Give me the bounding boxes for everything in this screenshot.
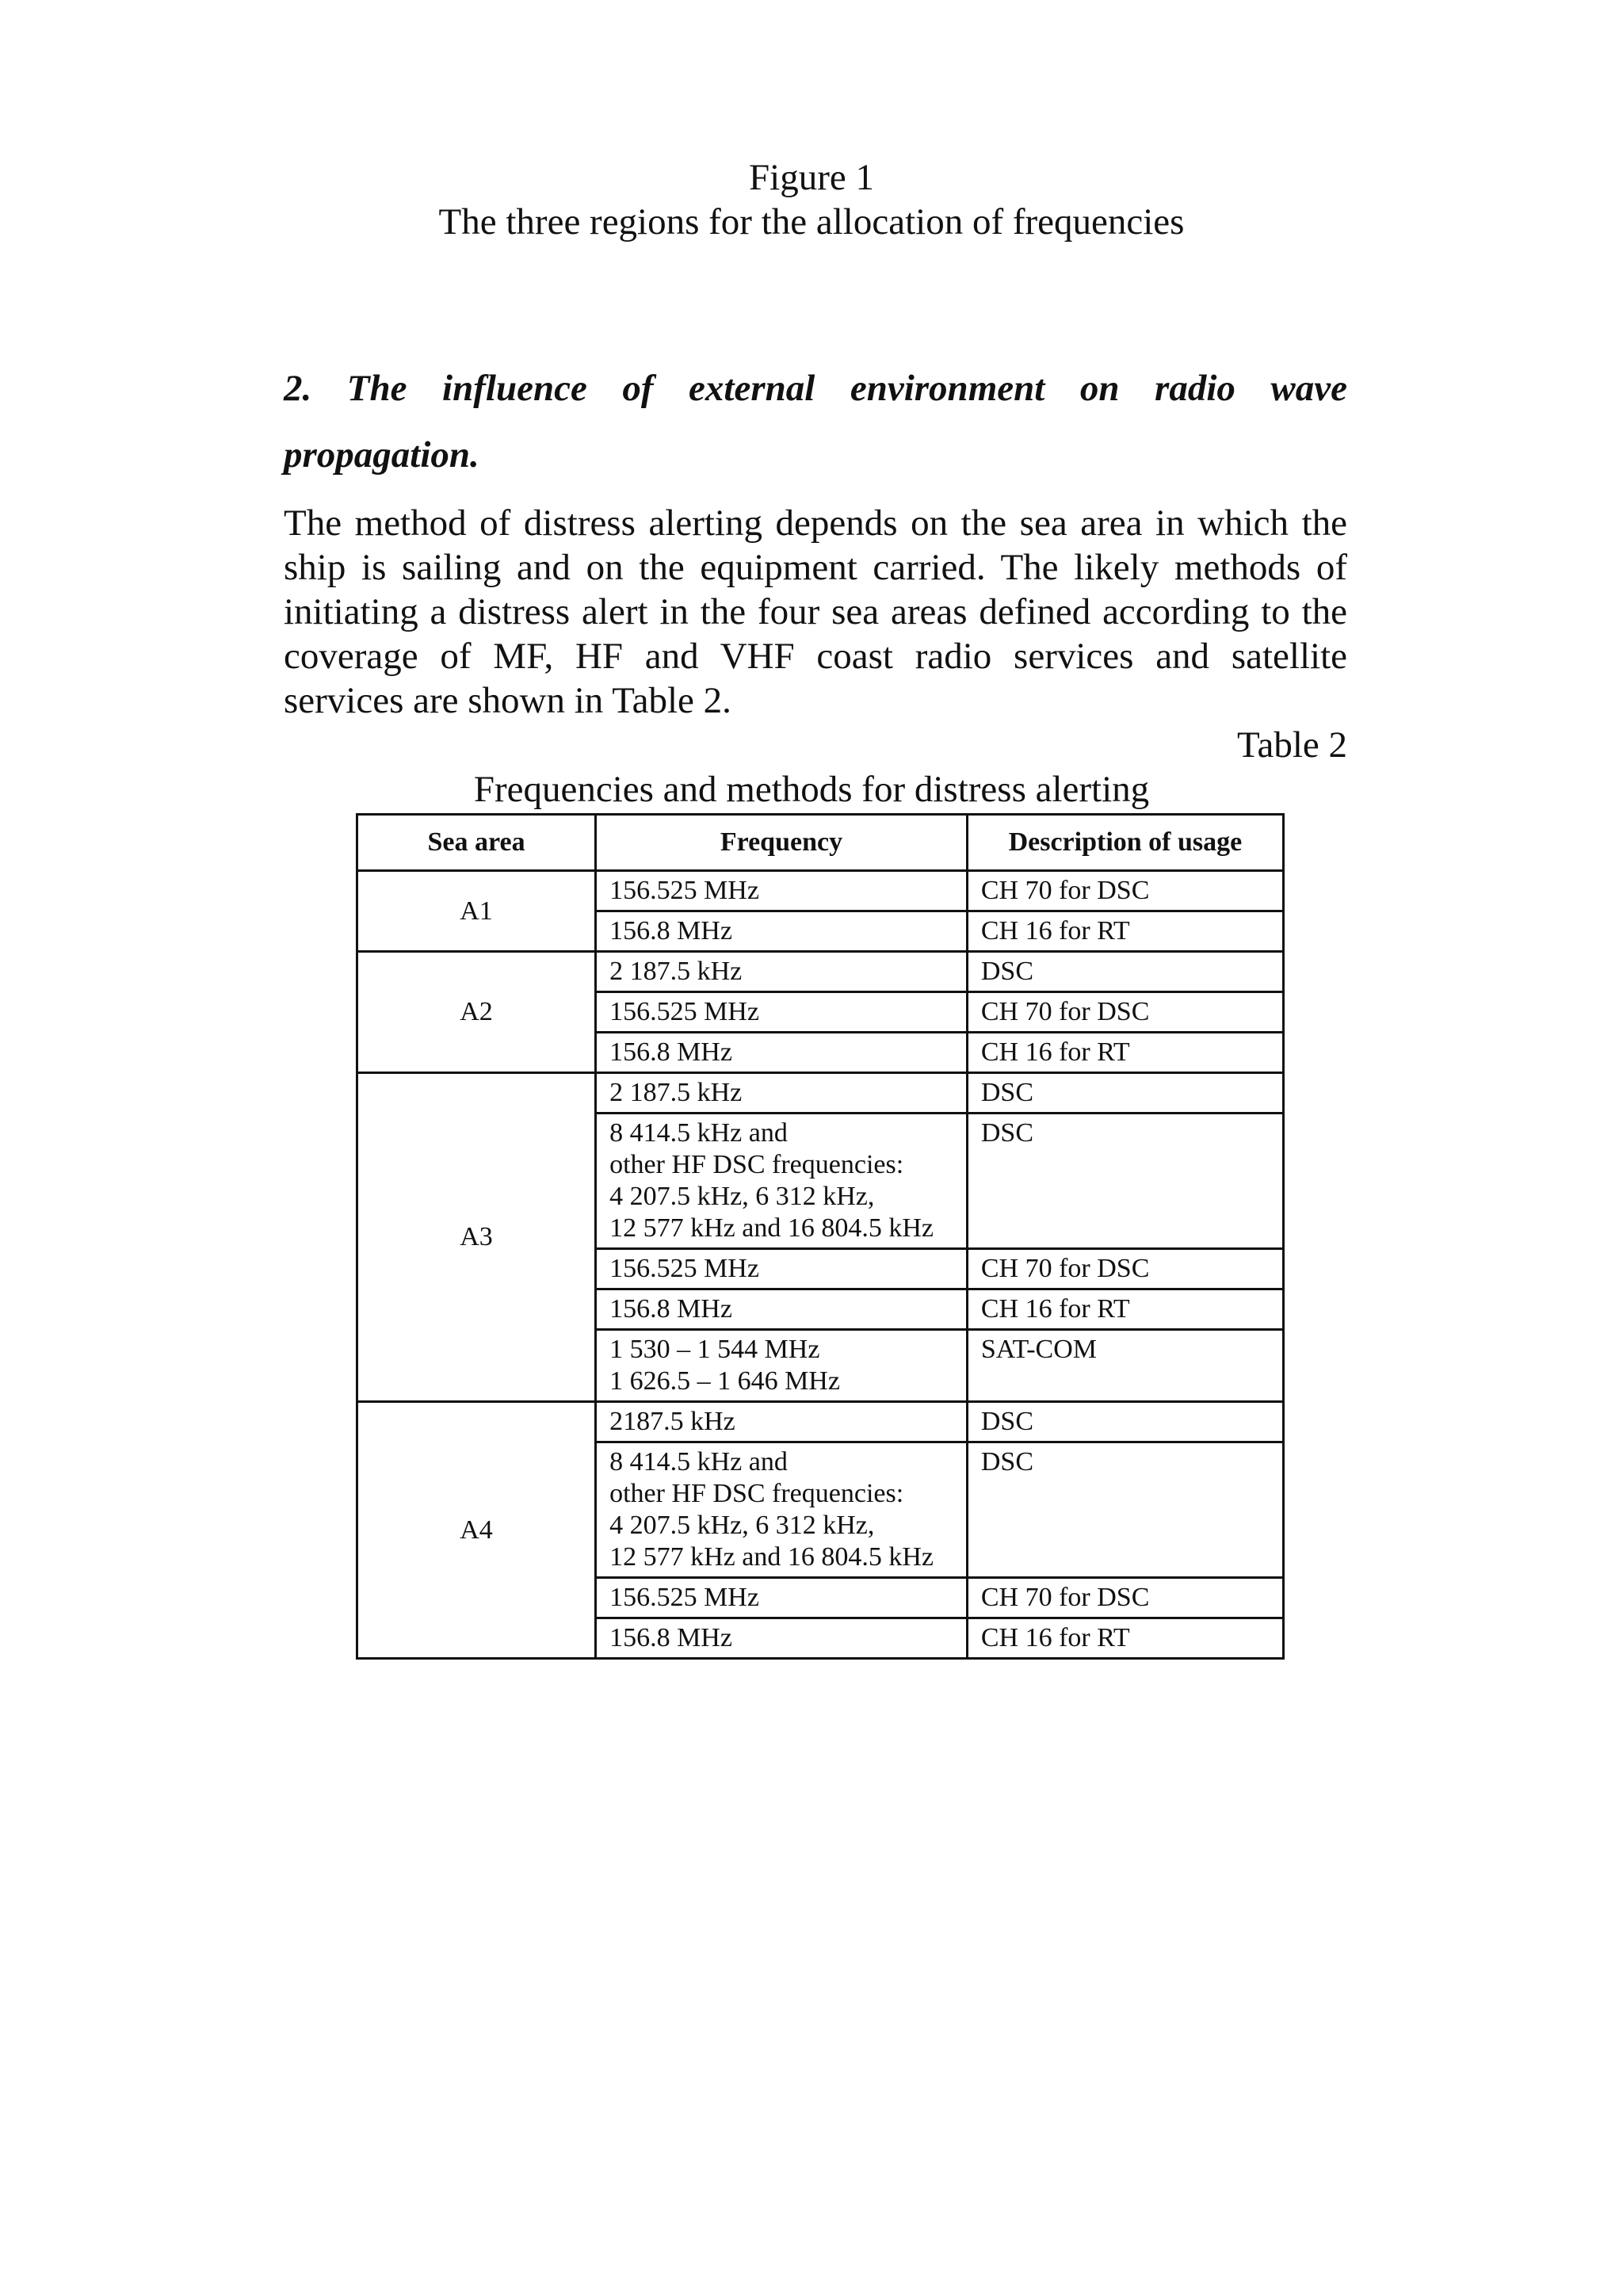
usage-cell: DSC (967, 1114, 1283, 1249)
table-header-row (357, 815, 1284, 871)
sea-area-cell: A4 (357, 1402, 596, 1659)
sea-area-cell: A3 (357, 1073, 596, 1402)
frequency-cell: 2 187.5 kHz (596, 1073, 968, 1114)
frequency-cell: 156.525 MHz (596, 871, 968, 911)
table-label: Table 2 (1237, 724, 1347, 766)
header-usage: Description of usage (967, 815, 1283, 871)
header-frequency: Frequency (596, 815, 968, 871)
frequency-cell: 156.525 MHz (596, 1578, 968, 1618)
frequency-cell: 156.525 MHz (596, 1249, 968, 1289)
table-row (357, 1073, 1284, 1114)
table-title: Frequencies and methods for distress alerting (473, 769, 1150, 810)
section-heading: 2. The influence of external environment on radio wave (284, 368, 1347, 409)
frequency-cell: 156.8 MHz (596, 911, 968, 952)
table-row (357, 871, 1284, 911)
usage-cell: DSC (967, 1073, 1283, 1114)
usage-cell: CH 16 for RT (967, 1289, 1283, 1330)
frequency-cell: 156.8 MHz (596, 1033, 968, 1073)
usage-cell: CH 16 for RT (967, 1033, 1283, 1073)
usage-cell: CH 70 for DSC (967, 992, 1283, 1033)
header-sea-area: Sea area (357, 815, 596, 871)
frequency-cell: 8 414.5 kHz and other HF DSC frequencies: 4 207.5 kHz, 6 312 kHz, 12 577 kHz and 16 804.5 kHz (596, 1442, 968, 1578)
table-row (357, 952, 1284, 992)
usage-cell: CH 70 for DSC (967, 871, 1283, 911)
frequency-cell: 156.8 MHz (596, 1289, 968, 1330)
usage-cell: CH 16 for RT (967, 1618, 1283, 1659)
frequency-cell: 8 414.5 kHz and other HF DSC frequencies: 4 207.5 kHz, 6 312 kHz, 12 577 kHz and 16 804.5 kHz (596, 1114, 968, 1249)
usage-cell: DSC (967, 1402, 1283, 1442)
usage-cell: DSC (967, 1442, 1283, 1578)
section-heading-continued: propagation. (284, 434, 479, 476)
figure-number: Figure 1 (749, 157, 874, 198)
sea-area-cell: A2 (357, 952, 596, 1073)
usage-cell: CH 70 for DSC (967, 1578, 1283, 1618)
usage-cell: CH 70 for DSC (967, 1249, 1283, 1289)
table-body (357, 871, 1284, 1659)
frequency-cell: 2 187.5 kHz (596, 952, 968, 992)
usage-cell: CH 16 for RT (967, 911, 1283, 952)
frequency-cell: 1 530 – 1 544 MHz 1 626.5 – 1 646 MHz (596, 1330, 968, 1402)
sea-area-cell: A1 (357, 871, 596, 952)
frequency-cell: 156.8 MHz (596, 1618, 968, 1659)
table-row (357, 1402, 1284, 1442)
section-body: The method of distress alerting depends on the sea area in which the ship is sailing and on the equipment carried. The likely methods of initiating a distress alert in the four sea areas defined according to the coverage of MF, HF and VHF coast radio services and satellite services are shown in Table 2. (284, 502, 1347, 721)
frequency-table (356, 813, 1285, 1660)
figure-title: The three regions for the allocation of frequencies (438, 201, 1185, 243)
frequency-cell: 156.525 MHz (596, 992, 968, 1033)
usage-cell: SAT-COM (967, 1330, 1283, 1402)
usage-cell: DSC (967, 952, 1283, 992)
frequency-cell: 2187.5 kHz (596, 1402, 968, 1442)
